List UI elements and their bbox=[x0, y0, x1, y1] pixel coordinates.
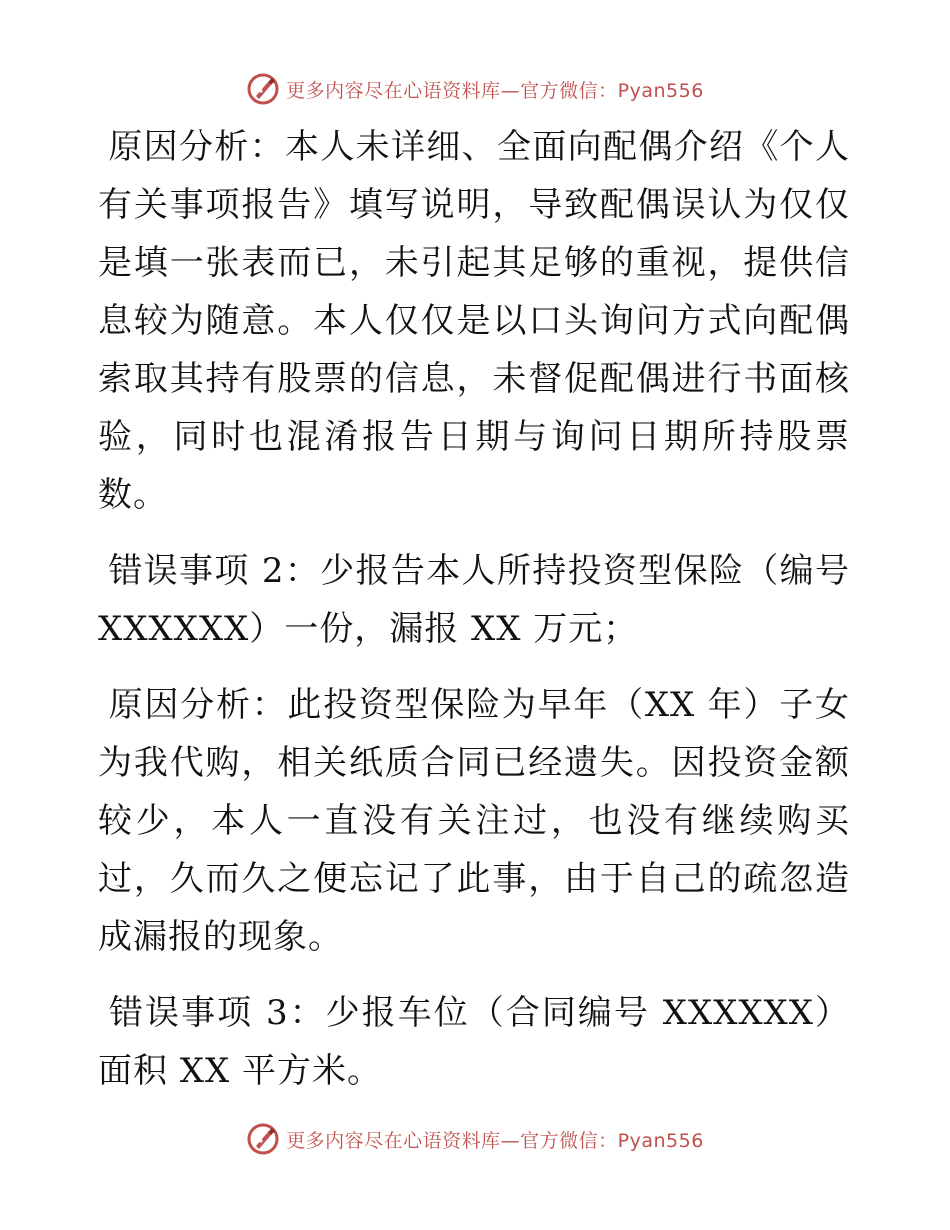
header-watermark-text: 更多内容尽在心语资料库—官方微信：Pyan556 bbox=[286, 79, 704, 102]
paragraph-text: 错误事项 3：少报车位（合同编号 XXXXXX）面积 XX 平方米。 bbox=[98, 993, 850, 1091]
paragraph-cause-analysis-1 bbox=[98, 118, 850, 524]
paragraph-error-item-2 bbox=[98, 542, 850, 658]
paragraph-cause-analysis-2 bbox=[98, 676, 850, 966]
paragraph-text: 错误事项 2：少报告本人所持投资型保险（编号 XXXXXX）一份，漏报 XX 万元； bbox=[98, 551, 850, 649]
footer-watermark bbox=[0, 1122, 950, 1156]
document-body bbox=[98, 118, 850, 1118]
paragraph-text: 原因分析：此投资型保险为早年（XX 年）子女为我代购，相关纸质合同已经遗失。因投资金额较少，本人一直没有关注过，也没有继续购买过，久而久之便忘记了此事，由于自己的疏忽造成漏报的现象。 bbox=[98, 685, 850, 957]
paragraph-error-item-3 bbox=[98, 984, 850, 1100]
header-watermark bbox=[0, 72, 950, 106]
paragraph-text: 原因分析：本人未详细、全面向配偶介绍《个人有关事项报告》填写说明，导致配偶误认为仅仅是填一张表而已，未引起其足够的重视，提供信息较为随意。本人仅仅是以口头询问方式向配偶索取其持有股票的信息，未督促配偶进行书面核验，同时也混淆报告日期与询问日期所持股票数。 bbox=[98, 127, 850, 515]
pen-logo-icon bbox=[246, 1122, 280, 1156]
pen-logo-icon bbox=[246, 72, 280, 106]
footer-watermark-text: 更多内容尽在心语资料库—官方微信：Pyan556 bbox=[286, 1129, 704, 1152]
